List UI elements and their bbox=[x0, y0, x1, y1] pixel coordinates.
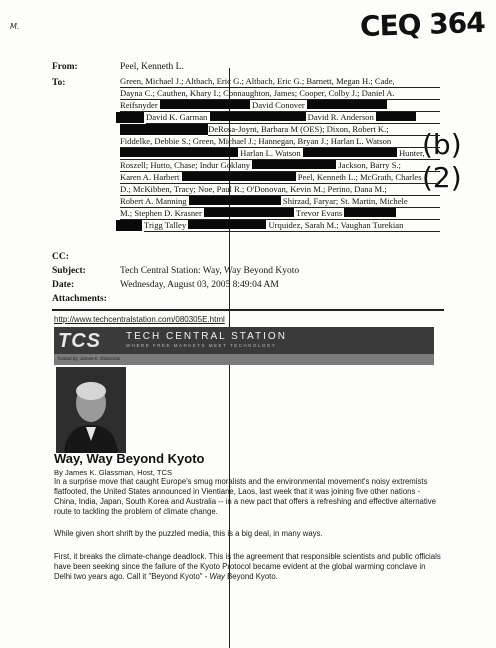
to-line-11: Robert A. Manning Shirzad, Faryar; St. Martin, Michele bbox=[120, 196, 440, 208]
redaction-block bbox=[204, 208, 294, 217]
redaction-block bbox=[303, 148, 397, 157]
exemption-mark: (b)(2) bbox=[422, 128, 462, 194]
redaction-block bbox=[189, 196, 281, 205]
tcs-banner bbox=[54, 327, 434, 365]
header-separator bbox=[52, 309, 444, 311]
subject-label: Subject: bbox=[52, 266, 86, 276]
to-line-1: Green, Michael J.; Altbach, Eric G.; Altbach, Eric G.; Barnett, Megan H.; Cade, bbox=[120, 76, 440, 88]
redaction-block bbox=[210, 112, 306, 121]
from-value: Peel, Kenneth L. bbox=[120, 62, 184, 72]
to-line-12: M.; Stephen D. Krasner Trevor Evans bbox=[120, 208, 440, 220]
redaction-block bbox=[182, 172, 296, 181]
to-line-10: D.; McKibben, Tracy; Noe, Paul R.; O'Donovan, Kevin M.; Perino, Dana M.; bbox=[120, 184, 440, 196]
article-paragraph-1: In a surprise move that caught Europe's smug moralists and the environmental movement's noisy extremists flatfooted, the United States announced in Vientiane, Laos, last week that it was joining five other nations - China, India, Japan, South Korea and Australia -- in a new pact that offers a refreshing and effective alternative route to tackling the problem of climate change. bbox=[54, 477, 436, 516]
redaction-block bbox=[116, 220, 142, 231]
redaction-block bbox=[116, 112, 144, 123]
redaction-block bbox=[188, 220, 266, 229]
date-value: Wednesday, August 03, 2005 8:49:04 AM bbox=[120, 280, 279, 290]
brand-name: TECH CENTRAL STATION bbox=[126, 331, 287, 342]
to-line-9: Karen A. Harbert Peel, Kenneth L.; McGrath, Charles bbox=[120, 172, 440, 184]
cc-label: CC: bbox=[52, 252, 69, 262]
article-byline: By James K. Glassman, Host, TCS bbox=[54, 468, 173, 477]
margin-scribble: M. bbox=[10, 22, 20, 31]
redaction-block bbox=[120, 148, 238, 157]
subject-value: Tech Central Station: Way, Way Beyond Kyoto bbox=[120, 266, 300, 276]
tcs-logo: TCS bbox=[58, 330, 101, 352]
from-label: From: bbox=[52, 62, 78, 72]
document-stamp-code: CEQ 364 bbox=[359, 5, 486, 44]
host-strip bbox=[54, 354, 434, 365]
brand-tagline: WHERE FREE MARKETS MEET TECHNOLOGY bbox=[126, 343, 277, 348]
to-line-6: Fiddelke, Debbie S.; Green, Michael J.; Hannegan, Bryan J.; Harlan L. Watson bbox=[120, 136, 440, 148]
author-photo bbox=[56, 367, 126, 453]
to-line-13: Trigg Talley Urquidez, Sarah M.; Vaughan Turekian bbox=[144, 220, 440, 232]
to-line-3: Reifsnyder David Conover bbox=[120, 100, 440, 112]
redaction-block bbox=[376, 112, 416, 121]
attachments-label: Attachments: bbox=[52, 294, 107, 304]
article-headline: Way, Way Beyond Kyoto bbox=[54, 451, 205, 466]
redaction-block bbox=[160, 100, 250, 109]
article-url-link[interactable]: http://www.techcentralstation.com/080305E.html bbox=[54, 315, 225, 324]
redaction-block bbox=[252, 160, 336, 169]
article-paragraph-3: First, it breaks the climate-change deadlock. This is the agreement that responsible scientists and public officials have been seeking since the failure of the Kyoto Protocol became evident at the global warming conclave in Delhi two years ago. Call it "Beyond Kyoto" - Way Beyond Kyoto. bbox=[54, 552, 441, 581]
redaction-block bbox=[344, 208, 396, 217]
to-line-5: DeRosa-Joynt, Barbara M (OES); Dixon, Robert K.; bbox=[208, 124, 440, 136]
date-label: Date: bbox=[52, 280, 75, 290]
to-line-2: Dayna C.; Cauthen, Khary I.; Connaughton, James; Cooper, Colby J.; Daniel A. bbox=[120, 88, 440, 100]
hosted-by: hosted by: James K. Glassman bbox=[58, 356, 121, 361]
redaction-block bbox=[120, 124, 208, 135]
to-line-7: Harlan L. Watson Hunter, bbox=[120, 148, 440, 160]
to-line-4: David K. Garman David R. Anderson bbox=[146, 112, 440, 124]
article-paragraph-2: While given short shrift by the puzzled media, this is a big deal, in many ways. bbox=[54, 529, 323, 538]
to-line-8: Roszell; Hutto, Chase; Indur Goklany Jackson, Barry S.; bbox=[120, 160, 440, 172]
to-label: To: bbox=[52, 78, 66, 88]
redaction-block bbox=[307, 100, 387, 109]
